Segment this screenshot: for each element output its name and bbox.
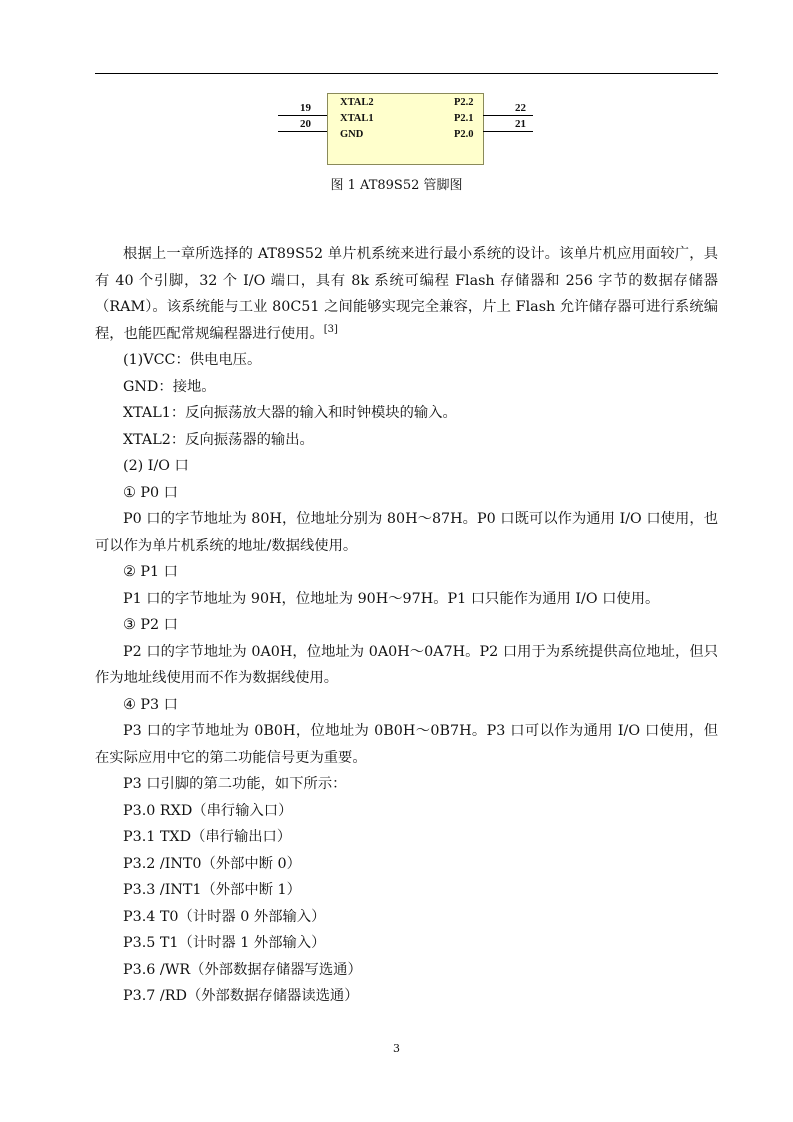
page-number: 3 [393, 1042, 400, 1055]
figure-caption: 图 1 AT89S52 管脚图 [330, 178, 463, 193]
body-text [95, 241, 718, 1010]
list-item: P3.2 /INT0（外部中断 0） [123, 855, 301, 872]
list-item: P3.7 /RD（外部数据存储器读选通） [123, 988, 359, 1004]
list-item: (1)VCC：供电电压。 [123, 352, 262, 368]
pin-line-20 [278, 131, 327, 132]
subsection-heading: ④ P3 口 [123, 696, 178, 713]
header-rule [95, 73, 718, 74]
list-item: P3.4 T0（计时器 0 外部输入） [123, 908, 326, 925]
list-item: P3.0 RXD（串行输入口） [123, 802, 293, 819]
pin-name-p2-2: P2.2 [454, 97, 474, 108]
pin-name-xtal1: XTAL1 [340, 113, 374, 124]
list-item: P3.5 T1（计时器 1 外部输入） [123, 935, 326, 951]
list-item: XTAL2：反向振荡器的输出。 [123, 431, 314, 448]
list-item: P3.6 /WR（外部数据存储器写选通） [123, 961, 362, 978]
pin-name-xtal2: XTAL2 [340, 97, 374, 108]
pin-name-p2-1: P2.1 [454, 113, 474, 124]
intro-text: 根据上一章所选择的 AT89S52 单片机系统来进行最小系统的设计。该单片机应用面较广，具有 40 个引脚，32 个 I/O 端口，具有 8k 系统可编程 Flash 存储器和 256 字节的数据存储器（RAM）。该系统能与工业 80C51 之间能够实现完全兼容，片上 Flash 允许储存器可进行系统编程，也能匹配常规编程器进行使用。 [95, 246, 718, 342]
pin-number-19: 19 [300, 102, 311, 114]
intro-paragraph [95, 241, 718, 347]
pin-diagram [278, 93, 533, 165]
paragraph: P0 口的字节地址为 80H，位地址分别为 80H～87H。P0 口既可以作为通用 I/O 口使用，也可以作为单片机系统的地址/数据线使用。 [95, 511, 718, 554]
pin-line-22 [483, 115, 533, 116]
subsection-heading: ① P0 口 [123, 484, 178, 501]
paragraph: P2 口的字节地址为 0A0H，位地址为 0A0H～0A7H。P2 口用于为系统提供高位地址，但只作为地址线使用而不作为数据线使用。 [95, 643, 718, 686]
list-item: XTAL1：反向振荡放大器的输入和时钟模块的输入。 [123, 405, 457, 421]
paragraph: P1 口的字节地址为 90H，位地址为 90H～97H。P1 口只能作为通用 I/O 口使用。 [123, 590, 660, 607]
section-heading: (2) I/O 口 [123, 458, 189, 474]
subsection-heading: ② P1 口 [123, 564, 178, 580]
list-item: P3.1 TXD（串行输出口） [123, 829, 292, 845]
subsection-heading: ③ P2 口 [123, 617, 178, 633]
pin-number-21: 21 [515, 118, 526, 130]
pin-name-gnd: GND [340, 129, 364, 140]
pin-number-20: 20 [300, 118, 311, 130]
list-item: P3.3 /INT1（外部中断 1） [123, 882, 301, 898]
pin-line-19 [278, 115, 327, 116]
paragraph: P3 口引脚的第二功能，如下所示： [123, 776, 347, 792]
pin-name-p2-0: P2.0 [454, 129, 474, 140]
citation-ref: [3] [323, 323, 338, 335]
list-item: GND：接地。 [123, 378, 216, 395]
paragraph: P3 口的字节地址为 0B0H，位地址为 0B0H～0B7H。P3 口可以作为通用 I/O 口使用，但在实际应用中它的第二功能信号更为重要。 [95, 723, 718, 766]
pin-number-22: 22 [515, 102, 526, 114]
pin-line-21 [483, 131, 533, 132]
